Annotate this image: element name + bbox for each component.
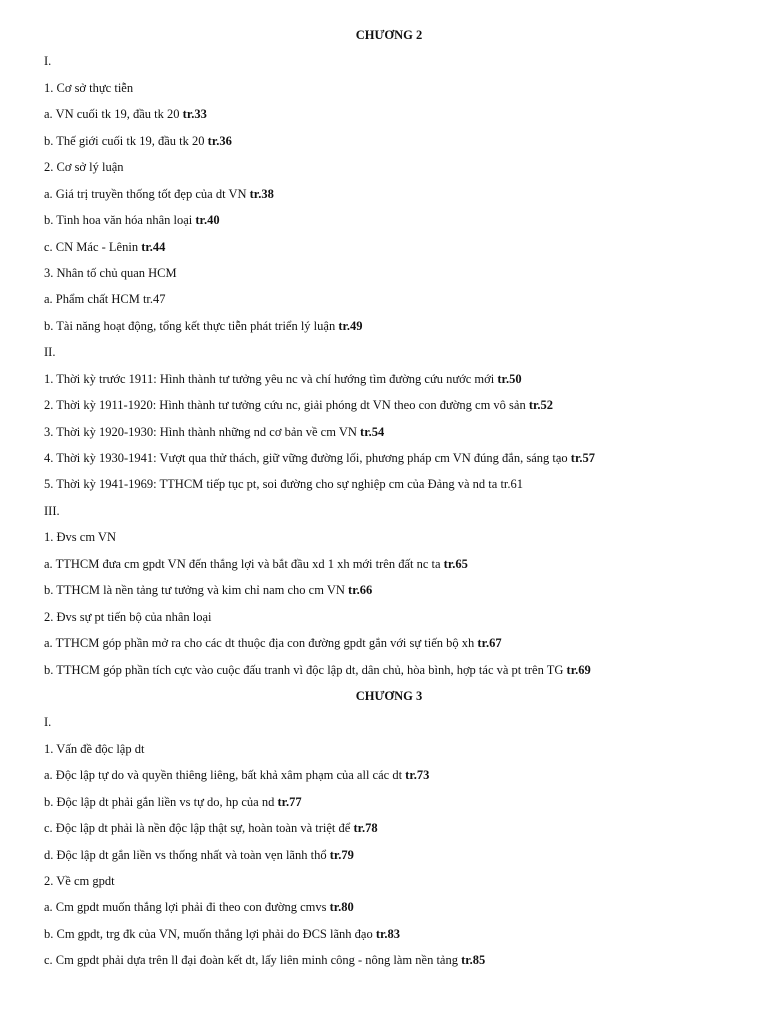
outline-item-text: 2. Cơ sở lý luận <box>44 160 124 175</box>
outline-item-text: a. TTHCM góp phần mở ra cho các dt thuộc địa con đường gpdt gắn với sự tiến bộ xh <box>44 636 478 651</box>
page-reference: tr.44 <box>141 239 166 254</box>
outline-item <box>44 952 734 978</box>
outline-item <box>44 265 734 291</box>
outline-item-text: I. <box>44 54 52 69</box>
outline-item-text: a. Độc lập tự do và quyền thiêng liêng, bất khả xâm phạm của all các dt <box>44 768 406 783</box>
outline-item <box>44 662 734 688</box>
page-reference: tr.65 <box>443 556 468 571</box>
outline-item-text: c. CN Mác - Lênin <box>44 239 142 254</box>
page-reference: tr.78 <box>353 821 378 836</box>
page-reference: tr.83 <box>375 926 401 941</box>
outline-item-text: b. TTHCM là nền tảng tư tưởng và kim chỉ nam cho cm VN <box>44 583 349 598</box>
outline-item <box>44 794 734 820</box>
outline-item-text: 5. Thời kỳ 1941-1969: TTHCM tiếp tục pt, soi đường cho sự nghiệp cm của Đảng và nd ta tr.61 <box>44 477 524 492</box>
outline-item-text: b. Độc lập dt phải gắn liền vs tự do, hp của nd <box>44 794 278 809</box>
outline-item-text: d. Độc lập dt gắn liền vs thống nhất và toàn vẹn lãnh thổ <box>44 847 330 862</box>
outline-item <box>44 397 734 423</box>
outline-item <box>44 873 734 899</box>
outline-item-text: a. VN cuối tk 19, đầu tk 20 <box>44 107 183 122</box>
outline-item-text: 4. Thời kỳ 1930-1941: Vượt qua thử thách, giữ vững đường lối, phương pháp cm VN đúng đắn, sáng tạo <box>44 451 571 465</box>
outline-item <box>44 239 734 265</box>
page-reference: tr.57 <box>570 451 595 465</box>
outline-item-text: 1. Cơ sở thực tiễn <box>44 80 134 95</box>
outline-item <box>44 318 734 344</box>
page-reference: tr.66 <box>348 583 373 598</box>
page-reference: tr.79 <box>329 847 354 862</box>
outline-item-text: b. TTHCM góp phần tích cực vào cuộc đấu tranh vì độc lập dt, dân chủ, hòa bình, hợp tác và pt trên TG <box>44 662 567 677</box>
page-reference: tr.38 <box>249 186 274 201</box>
page-reference: tr.50 <box>497 371 522 386</box>
outline-item-text: a. TTHCM đưa cm gpdt VN đến thắng lợi và bắt đầu xd 1 xh mới trên đất nc ta <box>44 556 444 571</box>
outline-item <box>44 820 734 846</box>
outline-item-text: 1. Vấn đề độc lập dt <box>44 741 145 756</box>
page-reference: tr.52 <box>528 398 554 413</box>
outline-item <box>44 344 734 370</box>
outline-item-text: 3. Nhân tố chủ quan HCM <box>44 265 177 280</box>
outline-item <box>44 159 734 185</box>
outline-item-text: a. Phẩm chất HCM tr.47 <box>44 292 166 307</box>
page-reference: tr.54 <box>360 424 385 439</box>
outline-item-text: c. Cm gpdt phải dựa trên ll đại đoàn kết dt, lấy liên minh công - nông làm nền tảng <box>44 953 462 968</box>
outline-item <box>44 741 734 767</box>
outline-item-text: 2. Về cm gpdt <box>44 874 115 888</box>
outline-item <box>44 503 734 529</box>
outline-item <box>44 80 734 106</box>
outline-item-text: a. Cm gpdt muốn thắng lợi phải đi theo con đường cmvs <box>44 900 330 915</box>
outline-item-text: 2. Đvs sự pt tiến bộ của nhân loại <box>44 609 212 624</box>
outline-item-text: 2. Thời kỳ 1911-1920: Hình thành tư tưởng cứu nc, giải phóng dt VN theo con đường cm vô sản <box>44 398 529 413</box>
outline-item-text: b. Cm gpdt, trg đk của VN, muốn thắng lợi phải do ĐCS lãnh đạo <box>44 926 376 941</box>
outline-item-text: I. <box>44 715 52 730</box>
outline-item <box>44 582 734 608</box>
document-body <box>44 27 734 979</box>
page-reference: tr.33 <box>182 107 207 122</box>
outline-item <box>44 291 734 317</box>
outline-item <box>44 450 734 476</box>
page-reference: tr.40 <box>195 213 220 228</box>
outline-item-text: II. <box>44 345 56 360</box>
page-reference: tr.85 <box>461 953 486 968</box>
outline-item <box>44 926 734 952</box>
outline-item-text: III. <box>44 503 60 518</box>
outline-item-text: 1. Đvs cm VN <box>44 530 116 545</box>
outline-item <box>44 186 734 212</box>
chapter-heading: CHƯƠNG 3 <box>355 688 423 703</box>
page-reference: tr.77 <box>277 794 302 809</box>
outline-item <box>44 424 734 450</box>
outline-item-text: b. Tài năng hoạt động, tổng kết thực tiễn phát triển lý luận <box>44 318 339 333</box>
page-reference: tr.69 <box>566 662 591 677</box>
outline-item <box>44 635 734 661</box>
outline-item <box>44 476 734 502</box>
outline-item-text: b. Tinh hoa văn hóa nhân loại <box>44 213 196 228</box>
page-reference: tr.36 <box>207 133 232 148</box>
outline-item <box>44 556 734 582</box>
page-reference: tr.67 <box>477 636 502 651</box>
outline-item <box>44 529 734 555</box>
outline-item-text: a. Giá trị truyền thống tốt đẹp của dt VN <box>44 186 250 201</box>
outline-item <box>44 106 734 132</box>
outline-item-text: c. Độc lập dt phải là nền độc lập thật sự, hoàn toàn và triệt để <box>44 821 354 836</box>
page-reference: tr.80 <box>329 900 354 915</box>
outline-item <box>44 609 734 635</box>
outline-item <box>44 847 734 873</box>
outline-item <box>44 53 734 79</box>
outline-item <box>44 899 734 925</box>
outline-item-text: 3. Thời kỳ 1920-1930: Hình thành những nd cơ bản về cm VN <box>44 424 361 439</box>
outline-item-text: b. Thế giới cuối tk 19, đầu tk 20 <box>44 133 208 148</box>
outline-item <box>44 133 734 159</box>
outline-item <box>44 212 734 238</box>
page-reference: tr.49 <box>338 318 363 333</box>
outline-item <box>44 371 734 397</box>
outline-item <box>44 767 734 793</box>
outline-item <box>44 714 734 740</box>
chapter-heading: CHƯƠNG 2 <box>355 28 423 42</box>
outline-item-text: 1. Thời kỳ trước 1911: Hình thành tư tưởng yêu nc và chí hướng tìm đường cứu nước mới <box>44 371 498 386</box>
page-reference: tr.73 <box>405 768 430 783</box>
